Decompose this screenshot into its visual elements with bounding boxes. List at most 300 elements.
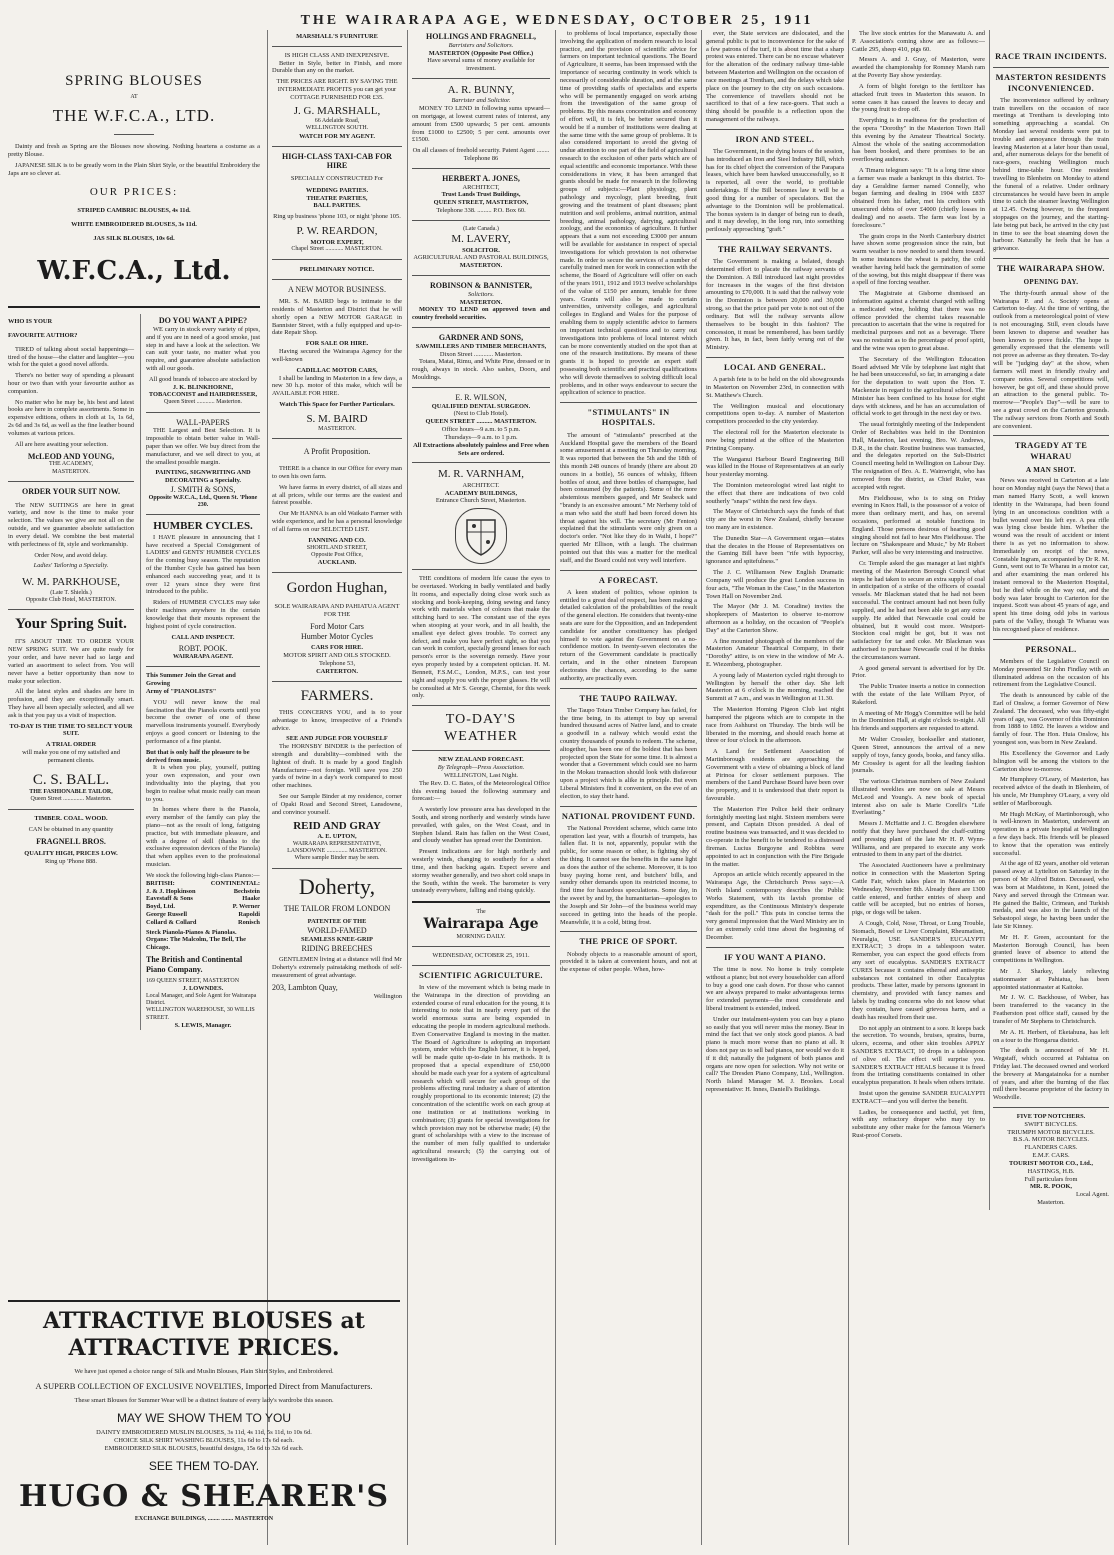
ad-logo-text: W.F.C.A., Ltd. xyxy=(37,256,231,287)
ad-text: We have just opened a choice range of Silk and Muslin Blouses, Plain Shirt Styles, and Embroidered. xyxy=(74,1367,334,1375)
news-item: The Masterton Homing Pigeon Club last night hampered the pigeons which are to compete in the race from Ashhurst on Thursday. The birds will be liberated in the morning, and should reach home at three or four o'clock in the afternoon. xyxy=(706,706,844,745)
ad-text: Ring up business 'phone 103, or night 'phone 105. xyxy=(273,213,401,221)
article-heading: THE TAUPO RAILWAY. xyxy=(579,693,678,703)
ad-headline: FAVOURITE AUTHOR? xyxy=(8,331,78,339)
ad-text: CALL AND INSPECT. xyxy=(171,633,235,641)
ad-signature: Opposite W.F.C.A., Ltd., Queen St. 'Phone 230. xyxy=(148,494,258,509)
ad-text: The NEW SUITINGS are here in great variety, and now is the time to make your selection. The values we give are not all on the outside, and we guarantee absolute satisfaction in every detail. We combine the best material with perfectness of fit, style and workmanship. xyxy=(8,501,134,548)
card-gardner xyxy=(412,333,550,382)
ad-text: JAPANESE SILK is to be greatly worn in the Plain Shirt Style, or the beautiful Embroidery the Japs are so clever at. xyxy=(8,161,260,177)
ad-text: I shall be landing in Masterton in a few days, a new 30 h.p. motor of this make, which will be AVAILABLE FOR HIRE. xyxy=(272,374,402,398)
ad-taxi xyxy=(272,152,402,254)
card-text: Dixon Street ............ Masterton. xyxy=(439,350,523,358)
column-rule xyxy=(701,30,702,1545)
card-hollings xyxy=(412,32,550,163)
ad-line: CHOICE SILK SHIRT WASHING BLOUSES, 11s 6d to 17s 6d each. xyxy=(114,1437,294,1445)
news-item: Mrs Fieldhouse, who is to sing on Friday evening in Knox Hall, is the possessor of a voice of more than ordinary merit, and has, on several occasions, performed at notable functions in England. Those persons desirous of hearing good singing should not fail to hear Mrs Fieldhouse. The lecture on "Shakespeare and Music," by Mr Robert Parker, will also be very interesting and instructive. xyxy=(852,494,985,557)
ad-line: Local Agent. xyxy=(1075,1191,1109,1199)
card-text: Trust Lands Trust Buildings, xyxy=(441,191,521,199)
ad-signature: W. M. PARKHOUSE, xyxy=(22,576,120,589)
article-body: In view of the movement which is being made in the Wairarapa in the direction of providing an extended course of rural education for the young, it is interesting to note that in nearly every part of the world enormous sums are being expended in educating the people in modern agricultural methods. Even Conservative England is moving in the matter. The Board of Agriculture is adopting an important system, under which the English farmer, it is hoped, will be made quite up-to-date in his methods. It is proposed that a special expenditure of £50,000 should be made each year for a system of agricultural research which will secure for each group of the problems affecting rural industry a share of attention roughly proportional to its economic interest; (2) the concentration of the scientific work on each group at one institution or at institutions working in combination; (3) grants for special investigations for which provision may not be otherwise made; (4) the grant of scholarships with a view to the increase of the number of men fully qualified to undertake agricultural research; (5) the carrying out of investigations in- xyxy=(412,983,550,1163)
piano-brand: Bechstein xyxy=(233,887,260,895)
ad-text: It is when you play, yourself, putting your own expression, and your own individuality into the playing, that you begin to realise what music really can mean to you. xyxy=(146,764,260,803)
news-item: Insist upon the genuine SANDER EUCALYPTI EXTRACT—and you will derive the benefit. xyxy=(852,1090,985,1105)
article-heading: IRON AND STEEL. xyxy=(735,134,815,144)
news-item: Mr Hugh McKay, of Martinborough, who is well-known in Masterton, underwent an operation in a private hospital at Wellington a few days back. His friends will be pleased to know that the operation was entirely successful. xyxy=(993,810,1109,857)
card-text: QUEEN STREET .......... MASTERTON. xyxy=(425,418,537,426)
ad-headline: SPRING BLOUSES xyxy=(65,73,203,89)
ad-signature: McLEOD AND YOUNG, xyxy=(27,451,115,461)
ad-text: CAN be obtained in any quantity xyxy=(28,826,114,834)
ad-signature: MOTOR EXPERT, xyxy=(310,238,364,246)
weather-text: Present indications are for high northerly and westerly winds, changing to southerly for a short time, and then backing again. Expect severe and stormy weather generally, and two short cold snaps in the South, within the week. The barometer is very unsteady everywhere, falling and rising quickly. xyxy=(412,848,550,895)
ad-headline: HUMBER CYCLES. xyxy=(153,520,253,533)
ad-text: No matter who he may be, his best and latest books are here in complete assortments. Some in expensive editions, others in cloth at 1s, 1s 6d, 2s 6d and 3s 6d, as well as the fine leather bound volumes at various prices. xyxy=(8,398,134,437)
card-name: ROBINSON & BANNISTER, xyxy=(429,281,533,291)
piano-column-head: BRITISH: xyxy=(146,879,175,887)
ad-text: Our Mr HANNA is an old Waikato Farmer with wide experience, and he has a personal knowledge of all farms on our SELECTED LIST. xyxy=(272,510,402,533)
news-item: The Dominion meteorologist wired last night to the effect that there are indications of two cold southerly "snaps" within the next few days. xyxy=(706,481,844,505)
ad-signature: WATCH FOR MY AGENT. xyxy=(299,132,375,140)
ad-text: SPECIALLY CONSTRUCTED For xyxy=(290,175,384,183)
ad-text: Steck Pianola-Pianos & Pianolas. xyxy=(146,928,237,936)
ad-text: SEE AND JUDGE FOR YOURSELF xyxy=(286,735,388,743)
ad-headline: A Profit Proposition. xyxy=(303,447,371,457)
ad-humber xyxy=(146,520,260,661)
ad-line: DAINTY EMBROIDERED MUSLIN BLOUSES, 3s 11d, 4s 11d, 5s 11d, to 10s 6d. xyxy=(96,1429,312,1437)
ad-signature: TOBACCONIST and HAIRDRESSER, xyxy=(148,391,258,399)
ad-text: CARTERTON. xyxy=(316,667,358,675)
article-body: The inconvenience suffered by ordinary train travellers on the occasion of race meetings at Trentham is developing into something approaching a scandal. On Monday last several residents were put to trouble and annoyance through the train leaving Masterton at a later hour than usual, and, after numerous delays for the benefit of race-goers, reaching Wellington much behind time-table hour. One resident travelling to Blenheim on Monday to attend the funeral of a relative. Under ordinary circumstances he would have been in ample time to catch the steamer leaving Wellington at 12.45. Owing however, to the frequent stoppages on the journey, and the starting-late being put back, he arrived in the city just in time to see the boat steaming down the harbour. Naturally he feels that he has a grievance. xyxy=(993,96,1109,253)
piano-brand: Rapoldi xyxy=(238,910,260,918)
card-text: Solicitors. xyxy=(467,290,495,298)
ad-headline: ORDER YOUR SUIT NOW. xyxy=(22,486,120,496)
news-item: The grain crops in the North Canterbury district have shown some progression since the rain, but warm weather is now needed to send them toward. In some instances the wheat is patchy, the cold weather having held back the germination of some of the sowing, but this might disappear if there was a spell of fine forcing weather. xyxy=(852,232,985,287)
ad-text: All the latest styles and shades are here in profusion, and they are exceptionally smart. They have all been specially selected, and all we ask is that you pay us a visit of inspection. xyxy=(8,688,134,719)
ad-headline: WHO IS YOUR xyxy=(8,318,53,326)
ad-text: CADILLAC MOTOR CARS, xyxy=(296,366,378,374)
ad-line: JAS SILK BLOUSES, 10s 6d. xyxy=(93,234,175,242)
ad-text: MR. S. M. BAIRD begs to intimate to the residents of Masterton and District that he will shortly open a NEW MOTOR GARAGE in Bannister Street, with a fully equipped and up-to-date Repair Shop. xyxy=(272,298,402,337)
ad-text: Organs: The Malcolm, The Bell, The Chicago. xyxy=(146,936,246,952)
card-text: ARCHITECT. xyxy=(462,481,500,489)
ad-subhead: SEE THEM TO-DAY. xyxy=(148,1458,260,1473)
ad-text: PATENTEE OF THE xyxy=(307,918,367,926)
ad-headline: TIMBER. COAL. WOOD. xyxy=(34,814,108,822)
ad-signature: J. G. MARSHALL, xyxy=(293,104,381,117)
news-item: A Land for Settlement Association of Martinborough residents are approaching the Government with a view of obtaining a block of land at Pirinoa for closer settlement purposes. The members of the Land Purchase Board have been over the property, and it is understood that their report is favourable. xyxy=(706,748,844,802)
piano-brand: J. & J. Hopkinson xyxy=(146,887,196,895)
ad-text: I HAVE pleasure in announcing that I have received a Special Consignment of LADIES' and GENTS' HUMBER CYCLES for the coming busy season. The reputation of the Humber Cycle has gained has been enhanced each succeeding year, and it is over 12 years since they were first introduced to the public. xyxy=(146,533,260,596)
column-rule xyxy=(555,30,556,1545)
ad-headline: FIVE TOP NOTCHERS. xyxy=(1016,1113,1086,1120)
card-text: AGRICULTURAL AND PASTORAL BUILDINGS, xyxy=(413,254,549,262)
ad-line: MR. R. POOK, xyxy=(1029,1183,1073,1191)
news-item: A Timaru telegram says: "It is a long time since a farmer was made a bankrupt in this district. To-day a Geraldine farmer named Connelly, who began farming and dealing in 1904 with £837 obtained from his father, met his creditors with unsecured debts of over £4000 (chiefly losses in dealing) and no assets. The farm was lost by a foreclosure." xyxy=(852,167,985,229)
piano-brand: Eavestaff & Sons xyxy=(146,895,193,903)
card-text: Totara, Matai, Rimu, and White Pine, dressed or in rough, always in stock. Also sashes, Doors, and Mouldings. xyxy=(412,358,550,382)
ad-text: WORLD-FAMED xyxy=(307,926,367,936)
card-jones xyxy=(412,174,550,215)
card-name: A. R. BUNNY, xyxy=(447,84,515,96)
news-item: At the age of 82 years, another old veteran passed away at Lyttelton on Saturday in the person of Mr Alfred Buton. Deceased, who was born at Maidstone, in Kent, joined the Navy and served through the Crimean war. He gained the Baltic, Crimean, and Turkish medals, and was also in the launch of the Sebastopol siege, he having been under the late Sir Kinney. xyxy=(993,860,1109,930)
card-text: MONEY TO LEND in following sums upward—on mortgage, at lowest current rates of interest, any amount from £500 upwards; 5 per cent. amounts from £1000 to £2500; 5 per cent. amounts over £1500. xyxy=(412,105,550,144)
ad-timber xyxy=(8,815,134,866)
card-text: SOLICITOR. xyxy=(462,246,500,254)
ad-headline: MARSHALL'S FURNITURE xyxy=(296,33,378,40)
card-robinson xyxy=(412,281,550,322)
ad-subhead: OUR PRICES: xyxy=(89,185,179,198)
article-body: The National Provident scheme, which came into operation last year, with a flourish of trumpets, has fallen flat. It is not, apparently, popular with the public, for some reason or other, is fighting shy of the thing. It cannot see the benefits in the same light as does the author of the scheme. Moreover, it is too busy paying home rent, and butchers' bills, and sundry other demands upon its restricted income, to find time for hazardous speculations. Some day, in the sweet by and by, the humanitarian—apologies to the Joseph and Sir John—of the business world may succeed in getting into the heads of the people. Meanwhile, it is a cold, biting frost. xyxy=(560,824,697,926)
ad-text: We stock the following high-class Pianos:— xyxy=(146,871,260,879)
ad-line: WHITE EMBROIDERED BLOUSES, 3s 11d. xyxy=(71,220,197,228)
ad-signature: C. S. BALL. xyxy=(32,771,110,788)
news-item: Members of the Legislative Council on Monday presented Sir John Findlay with an illuminated address on the occasion of his retirement from the Legislative Council. xyxy=(993,657,1109,689)
news-item: The Magistrate at Gisborne dismissed an information against a chemist charged with selling a medicated wine, holding that there was no offence provided the chemist takes reasonable precaution to ascertain that the wine is required for medicinal purposes and not as a beverage. There was no restraint as to the percentage of proof spirit, and the wine was open to great abuse. xyxy=(852,290,985,352)
ad-text: SEAMLESS KNEE-GRIP xyxy=(301,935,373,943)
news-item: The various Christmas numbers of New Zealand illustrated weeklies are now on sale at Messrs McLeod and Young's. A new book of special interest also on sale is Marie Corelli's "Life Everlasting." xyxy=(852,778,985,817)
weather-byline: By Telegraph—Press Association. xyxy=(437,764,525,772)
news-item: A good general servant is advertised for by Dr. Prior. xyxy=(852,664,985,680)
ad-line: EMBROIDERED SILK BLOUSES, beautiful designs, 15s 6d to 32s 6d each. xyxy=(104,1444,304,1452)
weather-text: A westerly low pressure area has developed in the South, and strong northerly and westerly winds have prevailed, with gales, on the West Coast, and in Stephen Island. Rain has fallen on the West Coast, and cloudy weather has spread over the Dominion. xyxy=(412,806,550,845)
ad-signature: A. E. UPTON, xyxy=(317,832,357,840)
article-heading: "STIMULANTS" IN HOSPITALS. xyxy=(587,408,670,428)
card-text: On all classes of freehold security. Patent Agent ........ Telephone 86 xyxy=(412,147,550,163)
article-body: The Government is making a belated, though determined effort to placate the railway servants of the Dominion. A Bill introduced last night provides for increases in the wages of the first division amounting to £70,000. It is said that the railway vote in the Dominion is between 20,000 and 30,000 strong, so that the price paid per vote is not out of the ordinary. But will the railway servants allow themselves to be bought in this fashion? The concession, it must be remembered, has been tardily given. It has, in fact, been fairly wrung out of the Ministry. xyxy=(706,258,844,352)
card-text: MASTERTON (Opposite Post Office.) xyxy=(428,49,534,57)
ad-headline: ATTRACTIVE BLOUSES at xyxy=(43,1308,365,1334)
ad-headline: DO YOU WANT A PIPE? xyxy=(158,316,248,326)
news-item: The usual fortnightly meeting of the Independent Order of Rechabites was held in the Dominion Hall, Masterton, last evening, Bro. W. Andrews, D.R., in the chair. Routine business was transacted, and the delegates reported on the Sub-District Council meeting held in Wellington on Labour Day. The resignation of Bro. A. E. Wainwright, who has removed from the district, as Chief Ruler, was accepted with regret. xyxy=(852,421,985,491)
ad-text: GENTLEMEN living at a distance will find Mr Doherty's extremely painstaking methods of self-measurement of great advantage. xyxy=(272,956,402,979)
news-item: Mr A. H. Herbert, of Eketahuna, has left on a tour to the Hongarua district. xyxy=(993,1028,1109,1044)
news-item: A meeting of Mr Hogg's Committee will be held in the Dominion Hall, at eight o'clock to-night. All his friends and supporters are requested to attend. xyxy=(852,709,985,733)
card-text: (Late Canada.) xyxy=(463,225,499,232)
ad-headline: Gordon Hughan, xyxy=(286,579,388,596)
article-heading: TRAGEDY AT TE WHARAU xyxy=(1014,441,1088,461)
card-name: HOLLINGS AND FRAGNELL, xyxy=(425,32,537,41)
ad-text: THE Largest and Best Selection. It is impossible to obtain better value in Wall-paper than we offer. We buy direct from the manufacturer, and we sell direct to you, at the smallest possible margin. xyxy=(146,427,260,466)
news-item: The Secretary of the Wellington Education Board advised Mr Vile by telephone last night that he had been unsuccessful, so far, in arranging a date for the deputation to wait upon the Hon. T. Mackenzie in regard to the agricultural school. The Minister has been confined to his house for eight days with sickness, and he has an accumulation of official work to get through in the next day or two. xyxy=(852,355,985,418)
article-heading: RACE TRAIN INCIDENTS. xyxy=(995,52,1107,61)
card-wilson xyxy=(412,393,550,457)
news-item: Cr. Temple asked the gas manager at last night's meeting of the Masterton Borough Council what steps he had taken to secure an extra supply of coal in anticipation of a strike of the officers of coastal vessels. Mr Blackman stated that he had not been successful. The contract amount had not been fully supplied, and he had not been able to get any extra supply. He added that Newcastle coal could be obtained, but it would cost more. Westport-Stockton coal might be got, but it was not satisfactory for tar and coke. Mr Blackman was authorised to purchase Newcastle coal if he thinks the circumstances warrant. xyxy=(852,560,985,661)
ad-text: Watch This Space for Further Particulars. xyxy=(279,400,395,408)
news-item: The live stock entries for the Manawatu A. and P. Association's coming show are as follows:—Cattle 295, sheep 410, pigs 60. xyxy=(852,30,985,53)
ad-signature: Queen Street .............. Masterton. xyxy=(30,796,112,803)
news-item: The Mayor (Mr J. M. Coradine) invites the shopkeepers of Masterton to observe to-morrow afternoon as a holiday, on the occasion of "People's Day" at the Carterton Show. xyxy=(706,603,844,634)
ad-text: See our Sample Binder at my residence, corner of Opaki Road and Second Street, Lansdowne, and convince yourself. xyxy=(272,793,402,816)
ad-text: SOLE WAIRARAPA AND PAHIATUA AGENT FOR THE xyxy=(274,603,400,619)
ad-signature: 203, Lambton Quay, xyxy=(272,982,338,992)
ad-signature: Opposite Club Hotel, MASTERTON. xyxy=(25,596,117,603)
ad-signature: S. M. BAIRD xyxy=(306,412,368,425)
card-name: M. LAVERY, xyxy=(451,233,511,246)
news-item: Apropos an article which recently appeared in the Wairarapa Age, the Christchurch Press says:—A North Island contemporary describes the Public Works Statement, with its lavish promise of expenditure, as the Continuous Ministry's desperate "dash for the poll." This puts in concise terms the very general impression that the Ward Ministry are in for an extremely cold time about the beginning of December. xyxy=(706,871,844,941)
article-heading: NATIONAL PROVIDENT FUND. xyxy=(561,811,696,821)
news-item: The J. C. Williamson New English Dramatic Company will produce the great London success in four acts, "The Woman in the Case," in the Masterton Town Hall on November 2nd. xyxy=(706,569,844,600)
ad-top-notchers xyxy=(993,1113,1109,1207)
ad-signature: J. SMITH & SONS, xyxy=(170,484,236,494)
ad-text: TIRED of talking about social happenings—tired of the house—the clatter and laughter—you wish for the quiet a good novel affords. xyxy=(8,345,134,369)
news-item: The Wellington musical and elocutionary competitions open to-day. A number of Masterton competitors proceeded to the city yesterday. xyxy=(706,402,844,426)
article-heading: A FORECAST. xyxy=(598,575,659,585)
ad-signature: Wellington xyxy=(373,992,402,1000)
article-body: The Government, in the dying hours of the session, has introduced an Iron and Steel Industry Bill, which has for its chief object the conversion of the Parapara leases, which have been hawked unsuccessfully, so it is reported, all over the world, to profitable undertakings. If the Bill becomes law it will be a good thing for a number of speculators. But the advantage to the Dominion will be problematical. The bonus system is in danger of being run to death, and it may develop, in the long run, into something perilously approaching "graft." xyxy=(706,148,844,234)
ad-text: Dainty and fresh as Spring are the Blouses now showing. Nothing heartens a costume as a pretty Blouse. xyxy=(8,143,260,159)
ad-signature: Opposite Post Office, xyxy=(311,551,363,558)
ad-headline: Doherty, xyxy=(298,873,376,899)
card-text: Thursdays—9 a.m. to 1 p.m. xyxy=(444,433,518,441)
weather-section xyxy=(412,711,550,895)
ad-line: STRIPED CAMBRIC BLOUSES, 4s 11d. xyxy=(77,207,191,214)
ad-gordon-hughan xyxy=(272,579,402,676)
card-name: E. R. WILSON, xyxy=(455,392,507,402)
ad-signature: WELLINGTON WAREHOUSE, 30 WILLIS STREET. xyxy=(146,1007,255,1021)
article-body: The thirty-fourth annual show of the Wairarapa P. and A. Society opens at Carterton to-day. At the time of writing, the outlook from a meteorological point of view is not encouraging. Still, even clouds have been known to disperse and weather has been known to prove fickle. The hope is generally expressed that the elements will not prove as adverse as they threaten. To-day will be "judging day" at the show, when farmers will meet in friendly rivalry and compare notes. Several competitions will, however, be got off, and these should prove an attraction to the general public. To-morrow—"People's Day"—will be sure to see a great crowd on the Carterton grounds. The railway services from North and South are convenient. xyxy=(993,289,1109,430)
card-text: ARCHITECT, xyxy=(462,183,500,191)
ad-text: MOTOR SPIRIT AND OILS STOCKED. xyxy=(283,652,391,660)
news-item: The death is announced by cable of the Earl of Onslow, a former Governor of New Zealand. The deceased, who was fifty-eight years of age, was Governor of this Dominion from 1888 to 1892. He leaves a widow and family of four. The Hon. Huia Onslow, his youngest son, was born in New Zealand. xyxy=(993,692,1109,747)
ad-text: Telephone 53, xyxy=(318,660,356,668)
ad-text: Order Now, and avoid delay. xyxy=(34,551,108,559)
ad-headline: This Summer Join the Great and Growing xyxy=(146,672,236,688)
ad-farmers xyxy=(272,687,402,863)
ad-headline: PRELIMINARY NOTICE. xyxy=(299,265,375,273)
card-text: ACADEMY BUILDINGS, xyxy=(444,489,518,497)
ad-signature: THE FASHIONABLE TAILOR, xyxy=(29,788,113,795)
article-body: News was received in Carterton at a late hour on Monday night (says the News) that a man named Harry Scott, a well known identity in the Wairarapa, had been found lying in an unconscious condition with a bullet wound over his left eye. A pea rifle was lying close beside him. Whether the wound was the result of accident or intent there is as yet no information to show. Immediately on receipt of the news, Constable Ingram, accompanied by Dr R. M. Gunn, went out to Te Wharau in a motor car, and after examining the man ordered his instant removal to the Masterton Hospital, but he died while on the way out, and the body was later brought to Carterton for the inquest. Scott was about 45 years of age, and spent his time doing odd jobs in various parts of the Valley, though Te Wharau was his recognised place of residence. xyxy=(993,477,1109,633)
article-heading: THE PRICE OF SPORT. xyxy=(579,937,678,947)
ad-favourite-author xyxy=(8,318,134,476)
ad-doherty xyxy=(272,874,402,1001)
card-text: Telephone 338. ......... P.O. Box 60. xyxy=(436,207,526,215)
news-item: The Wanganui Harbour Board Engineering Bill was killed in the House of Representatives at an early hour yesterday morning. xyxy=(706,455,844,479)
ad-line: B.S.A. MOTOR BICYCLES. xyxy=(1013,1136,1089,1144)
column-5 xyxy=(706,30,844,1548)
ad-text: RIDING BREECHES xyxy=(301,943,373,953)
ad-signature: Local Manager, and Sole Agent for Wairarapa District. xyxy=(146,992,257,1006)
ad-text: PAINTING, SIGNWRITING AND DECORATING a Specialty. xyxy=(155,469,251,485)
news-item: Do not apply an ointment to a sore. It keeps back the secretion. To wounds, bruises, sprains, burns, ulcers, eczema, and other skin troubles APPLY SANDER'S EXTRACT, 10 drops in a tablespoon of olive oil. The effect will surprise you. SANDER'S EXTRACT HEALS because it is freed from the irritating constituents contained in other eucalyptus preparation. It heals when others irritate. xyxy=(852,1024,985,1087)
ad-line: TOURIST MOTOR CO., Ltd., xyxy=(1009,1159,1093,1167)
column-rule xyxy=(848,30,849,1545)
weather-subhead: NEW ZEALAND FORECAST. xyxy=(438,756,524,764)
ad-text: All good brands of tobacco are stocked by xyxy=(148,375,258,383)
news-item: The Masterton Fire Police held their ordinary fortnightly meeting last night. Sixteen members were present, and Captain Dixon presided. A deal of routine business was transacted, and it was decided to co-operate in the benefit to be tendered to a distressed fireman. Lucius Burgoyne and Robbins were appointed to act in conjunction with the Fire Brigade in the matter. xyxy=(706,805,844,868)
card-name: M. R. VARNHAM, xyxy=(437,468,525,481)
article-heading: THE WAIRARAPA SHOW. xyxy=(997,264,1105,273)
ad-signature: EXCHANGE BUILDINGS, ........ ........ MASTERTON xyxy=(134,1515,274,1522)
ad-text: We have farms in every district, of all sizes and at all prices, while our terms are the easiest and fairest possible. xyxy=(272,483,402,507)
ad-signature: 66 Adelaide Road, xyxy=(314,118,360,125)
weather-text: The Rev. D. C. Bates, of the Meteorological Office this evening issued the following summary and forecast:— xyxy=(412,779,550,803)
ad-headline: REID AND GRAY xyxy=(293,819,381,832)
news-item: A young lady of Masterton cycled right through to Wellington by herself the other day. She left Masterton at 6 o'clock in the morning, reached the Summit at 7 a.m., and was in Wellington at 11.30. xyxy=(706,671,844,703)
ad-spring-blouses xyxy=(8,72,260,288)
ad-text: In homes where there is the Pianola, every member of the family can play the piano—not as the result of long, fatiguing practice, but with immediate pleasure, and with a degree of skill (thanks to the exclusive expression devices of the Pianola) that when applies even to the professional musician. xyxy=(146,806,260,869)
ad-line: E.M.F. CARS. xyxy=(1032,1152,1070,1160)
news-item: The electoral roll for the Masterton electorate is now being printed at the office of the Masterton Printing Company. xyxy=(706,429,844,452)
ad-text: YOU will never know the real fascination that the Pianola exerts until you become the owner of one of these marvellous instruments yourself. Everybody enjoys a good concert or listening to the performance of a fine pianist. xyxy=(146,698,260,745)
article-heading: SCIENTIFIC AGRICULTURE. xyxy=(419,970,543,980)
article-body: The Taupo Totara Timber Company has failed, for the time being, in its attempt to buy up several hundred thousand acres of Native land, and to create a goodwill in a railway which would exist the country thousands of pounds to redeem. The scheme, altogether, has been one of the boldest that has been projected upon the State for some time. It is almost a wonder that a Government which could see no harm in the Mokau transaction should look with disfavour upon a project which is alike in principle. But even Liberal Ministers find it convenient, on the eve of an election, to stay their hand. xyxy=(560,706,697,800)
article-body: Under our instalment-system you can buy a piano so easily that you will never miss the money. Bear in mind the fact that we only stock good pianos. A bad piano is much more worse than no piano at all. It does not pay us to sell bad pianos, nor would we do it if it did; naturally the judgment of both pianos and organs are now open for selection. Why not write or call? The Dresden Piano Company, Ltd., Wellington. North Island Manager M. J. Brookes. Local representative: H. Innes, Daniell's Buildings. xyxy=(706,1015,844,1094)
ad-text: Ford Motor Cars xyxy=(310,621,364,631)
ad-headline: THE W.F.C.A., LTD. xyxy=(52,105,216,125)
card-name: GARDNER AND SONS, xyxy=(438,333,524,343)
ad-text: AT xyxy=(130,94,138,101)
ad-signature: THE ACADEMY, xyxy=(49,461,93,468)
news-item: The Dunedin Star—A Government organ—states that the decaies in the House of Representatives on the Gaming Bill have been "rife with hypocrisy, ignorance and spitefulness." xyxy=(706,534,844,566)
ad-text: THIS CONCERNS YOU, and is to your advantage to know, irrespective of a Friend's advice. xyxy=(272,708,402,732)
ad-text: Where sample Binder may be seen. xyxy=(294,855,380,862)
nameplate-title: Wairarapa Age xyxy=(423,916,539,933)
ad-text: will make you one of my satisfied and permanent clients. xyxy=(22,749,120,764)
card-text: All Extractions absolutely painless and Free when Sets are ordered. xyxy=(413,441,549,457)
ad-line: FLANDERS CARS. xyxy=(1024,1144,1078,1152)
card-text: Have several sums of money available for investment. xyxy=(427,57,535,73)
news-item: Mr Walter Crossley, bookseller and stationer, Queen Street, announces the arrival of a new supply of toys, fancy goods, books, and fancy silks. Mr Crossley is agent for all the leading fashion journals. xyxy=(852,736,985,775)
piano-brand: P. Werner xyxy=(232,903,260,911)
ad-logo-text: HUGO & SHEARER'S xyxy=(19,1479,389,1515)
news-item: Messrs J. McHattie and J. C. Brogden elsewhere notify that they have purchased the chaff-cutting and pressing plant of the late Mr H. P. Wynn-Williams, and are prepared to execute any work entrusted to them in any part of the district. xyxy=(852,820,985,859)
ad-line: SWIFT BICYCLES. xyxy=(1024,1120,1078,1128)
ad-signature: WAIRARAPA REPRESENTATIVE, xyxy=(292,840,382,847)
article-body: The amount of "stimulants" prescribed at the Auckland Hospital gave the members of the Board some amusement at a meeting on Thursday morning. It was reported that between the 5th and the 18th of this month 248 ounces of brandy (there are about 20 ounces in a bottle), 56 ounces of whisky, fifteen bottles of stout, and three bottles of champagne, had been consumed (by the patients). Some of the more abstemious members gasped, and Mr Seabeck said "brandy is an excessive amount." Mr Nerheny told of a man who said the stuff had been forced down his throat against his will. The secretary (Mr Fenton) explained that the stimulants were only given on a doctor's order. "Not like they do in Waihi, I hope?" queried Mr Ellison, with a laugh. The chairman pointed out that this was a matter for the medical staff, and the Board could not very well interfere. xyxy=(560,431,697,564)
news-item: Mr H. F. Green, accountant for the Masterton Borough Council, has been granted leave of absence to attend the competitions in Wellington. xyxy=(993,933,1109,965)
article-body: The time is now. No home is truly complete without a piano; but not every householder can afford to buy a good one cash down. For those who cannot we are always prepared to make advantageous terms for extended payments—the most considerate and liberal treatment is extended, indeed. xyxy=(706,965,844,1012)
article-optician: THE conditions of modern life cause the eyes to be overtaxed. Working in badly ventilated and badly lit rooms, and especially doing close work such as stocking and book-keeping, doing sewing and fancy work with materials when of colours that make the stitching hard to see. The constant use of the eyes when stooping at your work, and in all health, the smallest eye defect gives trouble. To correct any defect, and make you have perfect sight, so that you can work in comfort, specially ground lenses for each person's error is the sovereign remedy. Have your eyes properly tested by a competent optician. H. M. Bennett, F.S.M.C., London, M.P.S., can test your sight and supply you with the proper glasses. He will be consulted at Mr S. George, Chemist, for this week only. xyxy=(412,575,550,700)
ad-text: The HORNSBY BINDER is the perfection of strength and durability—combined with the lightest of draft. It is made by a good English Manufacturer—not foreign. Will save you 250 yards of twine in a day's work compared to most other machines. xyxy=(272,743,402,790)
ad-text: Having secured the Wairarapa Agency for the well-known xyxy=(272,348,402,363)
ad-line: HASTINGS, H.B. xyxy=(1027,1167,1075,1175)
news-item: A fine mounted photograph of the members of the Masterton Amateur Theatrical Company, in their "Dorothy" attire, is on view in the window of Mr A. E. Wiezenberg, photographer. xyxy=(706,637,844,668)
ad-signature: WELLINGTON SOUTH. xyxy=(305,125,369,132)
ad-text: THE PRICES ARE RIGHT. BY SAVING THE INTERMEDIATE PROFITS you can get your COTTAGE FURNISHED FOR £35. xyxy=(276,78,398,101)
news-item: Mr Humphrey O'Leary, of Masterton, has received advice of the death in Blenheim, of his uncle, Mr Humphrey O'Leary, a very old settler of Marlborough. xyxy=(993,776,1109,807)
news-item: The Associated Auctioneers have a preliminary notice in connection with the Masterton Spring Cattle Fair, which takes place in Masterton on Wednesday, November 8th. Already there are 1300 cattle entered, and further entries of sheep and cattle will be accepted, but no entries of horses, pigs, or dogs will be taken. xyxy=(852,862,985,917)
card-varnham xyxy=(412,468,550,505)
weather-heading: TO-DAY'S WEATHER xyxy=(444,712,518,745)
piano-brand: Ronisch xyxy=(237,918,260,926)
article-heading: IF YOU WANT A PIANO. xyxy=(724,952,826,962)
card-text: MASTERTON. xyxy=(459,262,503,270)
nameplate-text: MORNING DAILY. xyxy=(456,933,506,940)
column-3 xyxy=(412,30,550,1548)
ad-pianola xyxy=(146,672,260,1029)
ad-headline: HIGH-CLASS TAXI-CAB FOR HIRE xyxy=(282,151,392,171)
editorial-nameplate xyxy=(412,909,550,966)
news-item: The Public Trustee inserts a notice in connection with the estate of the late William Pryor, of Rakeford. xyxy=(852,683,985,706)
ad-line: TRIUMPH MOTOR BICYCLES. xyxy=(1007,1128,1095,1136)
ad-text: FOR SALE OR HIRE. xyxy=(305,340,369,348)
ad-text: CARS FOR HIRE. xyxy=(310,644,364,652)
ad-signature: LANSDOWNE .............. MASTERTON. xyxy=(287,848,387,855)
ad-text: Ladies' Tailoring a Specialty. xyxy=(33,562,109,570)
nameplate-date: WEDNESDAY, OCTOBER 25, 1911. xyxy=(432,951,530,959)
ad-signature: AUCKLAND. xyxy=(317,559,357,567)
piano-column-head: CONTINENTAL: xyxy=(210,879,260,887)
ad-line: Masterton. xyxy=(1037,1198,1065,1206)
ad-text: A SUPERB COLLECTION OF EXCLUSIVE NOVELTIES, Imported Direct from Manufacturers. xyxy=(35,1381,373,1392)
ad-signature: 169 QUEEN STREET, MASTERTON xyxy=(146,977,240,984)
ad-text: TO-DAY IS THE TIME TO SELECT YOUR SUIT. xyxy=(9,722,133,738)
card-text: (Next to Club Hotel). xyxy=(453,410,509,418)
ad-spring-suit xyxy=(8,615,134,803)
ad-text: WE carry in stock every variety of pipes, and if you are in need of a good smoke, just step in and have a look at the selection. We can suit your taste, no matter what you require, and guarantee absolute satisfaction with all our goods. xyxy=(146,325,260,372)
weather-dateline: WELLINGTON, Last Night. xyxy=(443,771,519,779)
ad-text: Riders of HUMBER CYCLES may take their machines anywhere in the certain knowledge that their mounts represent the highest point of cycle construction. xyxy=(146,599,260,630)
nameplate-text: The xyxy=(476,909,486,916)
ad-signature: Queen Street ............ Masterton. xyxy=(164,399,242,406)
ad-text: Humber Motor Cycles xyxy=(301,631,373,641)
ad-signature: P. W. REARDON, xyxy=(296,225,378,238)
ad-text: THE TAILOR FROM LONDON xyxy=(283,904,391,914)
ad-text: IT'S ABOUT TIME TO ORDER YOUR NEW SPRING SUIT. We are quite ready for your order, and have never had so large and varied an assortment to select from. You will never have a better opportunity than now to make your selection. xyxy=(8,638,134,685)
piano-brand: Collard & Collard xyxy=(146,918,197,926)
article-body: Nobody objects to a reasonable amount of sport, provided it is taken at convenient hours, and not at the expense of other people. When, how- xyxy=(560,950,697,974)
article-body: to problems of local importance, especially those involving the application of modern research to local practice, and the provision of scientific advice for farmers on important technical questions. The Board of Agriculture, it seems, has been impressed with the importance of securing continuity in work which is necessarily of considerable duration, and at the same time of providing staffs of specialists and experts who will be permanently engaged on work arising from the investigation of the same group of problems. By this means concentration and economy of effort will, it is felt, be better secured than it would be if a number of institutions were dealing at the same time with the same group of problems. It is also considered important to avoid the giving of undue attention to one part of the field of agricultural research to the exclusion of other parts which are of equal scientific and economic importance. With these considerations in view, it has been arranged that grants should be made for research in the following groups of subjects:—Plant physiology, plant pathology and mycology, plant breeding, fruit growing and the treatment of plant diseases; plant nutrition and soil problems, animal nutrition, animal breeding, animal pathology, dairying, agricultural zoology, and the economics of agriculture. It further appears that a sum not exceeding £3000 per annum will be available for assistance in respect of special investigations for which provision is not otherwise made. In order to secure the services of a number of carefully trained men for work in connection with the scheme, the Board of Agriculture will offer on each of the years 1911, 1912 and 1913 twelve scholarships of the value of £150 per annum, tenable for three years. Grants will also be made to certain universities, university colleges, and agricultural colleges in England and Wales for the purpose of enabling them to supply scientific advice to farmers on important technical questions and to carry out investigations into problems of local interest which can be more conveniently studied on the spot than at one of the research institutions. By means of these grants it is hoped to provide an expert staff possessing both scientific and practical qualifications who will devote themselves to solving difficult local problems, and in other ways endeavour to secure the application of science to practice. xyxy=(560,30,697,397)
card-text: SAWMILLERS AND TIMBER MERCHANTS, xyxy=(415,342,547,350)
ad-text: QUALITY HIGH, PRICES LOW. xyxy=(24,849,118,857)
news-item: Mr J. Sharkey, lately relieving stationmaster at Pahiatua, has been appointed stationmaster at Kaitoke. xyxy=(993,968,1109,991)
article-body: ever, the State services are dislocated, and the general public is put to inconvenience for the sake of a few patrons of the turf, it is about time that a sharp protest was entered. There can be no excuse whatever for the alteration of the ordinary railway time-table between Masterton and Wellington on the occasion of race meetings at Trentham, and the delays which take place on the journey to the city on such occasions. The convenience of travellers should not be sacrificed to that of a few race-goers. That such a thing should be possible is a reflection upon the management of the railways. xyxy=(706,30,844,123)
ad-headline: A NEW MOTOR BUSINESS. xyxy=(288,285,386,295)
ad-text: THERE is a chance in our Office for every man to own his own farm. xyxy=(272,465,402,481)
ad-signature: J. K. BLINKHORNE, xyxy=(172,383,234,391)
article-subheading: OPENING DAY. xyxy=(1023,278,1079,287)
column-rule xyxy=(989,30,990,1210)
ad-text: Better in Style, better in Finish, and more Durable than any on the market. xyxy=(272,59,402,75)
article-heading: LOCAL AND GENERAL. xyxy=(724,362,826,372)
ad-text: But that is only half the pleasure to be derived from music. xyxy=(146,748,250,764)
column-rule xyxy=(407,30,408,1545)
ad-headline: ATTRACTIVE PRICES. xyxy=(68,1334,340,1361)
ad-signature: FRAGNELL BROS. xyxy=(36,837,106,847)
ad-order-suit xyxy=(8,487,134,604)
news-item: Ladies, be consequence and tactful, yet firm, with any refractory draper who may try to substitute any other make for the famous Warner's Rust-proof Corsets. xyxy=(852,1108,985,1140)
piano-brand: George Russell xyxy=(146,910,187,918)
ad-headline: Army of "PIANOLISTS" xyxy=(146,688,217,695)
ad-marshall xyxy=(272,33,402,141)
ad-signature: (Late T. Shields.) xyxy=(50,589,92,596)
ad-line: Full particulars from xyxy=(1024,1175,1078,1183)
ad-text: A TRIAL ORDER xyxy=(45,741,97,749)
ad-pipe xyxy=(146,316,260,406)
ad-headline: The British and Continental Piano Company. xyxy=(146,955,243,974)
ad-line: BALL PARTIES. xyxy=(313,202,361,210)
ad-signature: FANNING AND CO. xyxy=(308,536,366,544)
ad-signature: Chapel Street ............ MASTERTON. xyxy=(291,246,383,253)
piano-brand: Boyd, Ltd. xyxy=(146,903,175,911)
card-text: MASTERTON. xyxy=(459,298,503,306)
column-7 xyxy=(993,30,1109,1548)
article-heading: THE RAILWAY SERVANTS. xyxy=(717,244,833,254)
ad-headline: Your Spring Suit. xyxy=(15,616,127,633)
ad-headline: WALL-PAPERS xyxy=(176,417,230,427)
article-subheading: MASTERTON RESIDENTS INCONVENIENCED. xyxy=(995,73,1107,93)
ad-wallpaper xyxy=(146,418,260,510)
coat-of-arms-emblem xyxy=(455,508,507,564)
ad-signature: S. LEWIS, Manager. xyxy=(174,1021,232,1029)
ad-line: THEATRE PARTIES, xyxy=(306,194,368,202)
column-4 xyxy=(560,30,697,1548)
news-item: The Mayor of Christchurch says the funds of that city are the worst in New Zealand, chiefly because too many are in existence. xyxy=(706,508,844,531)
ad-signature: ROBT. POOK. xyxy=(178,644,228,654)
news-item: Messrs A. and J. Gray, of Masterton, were awarded the championship for Romney Marsh ram at the Poverty Bay show yesterday. xyxy=(852,56,985,80)
